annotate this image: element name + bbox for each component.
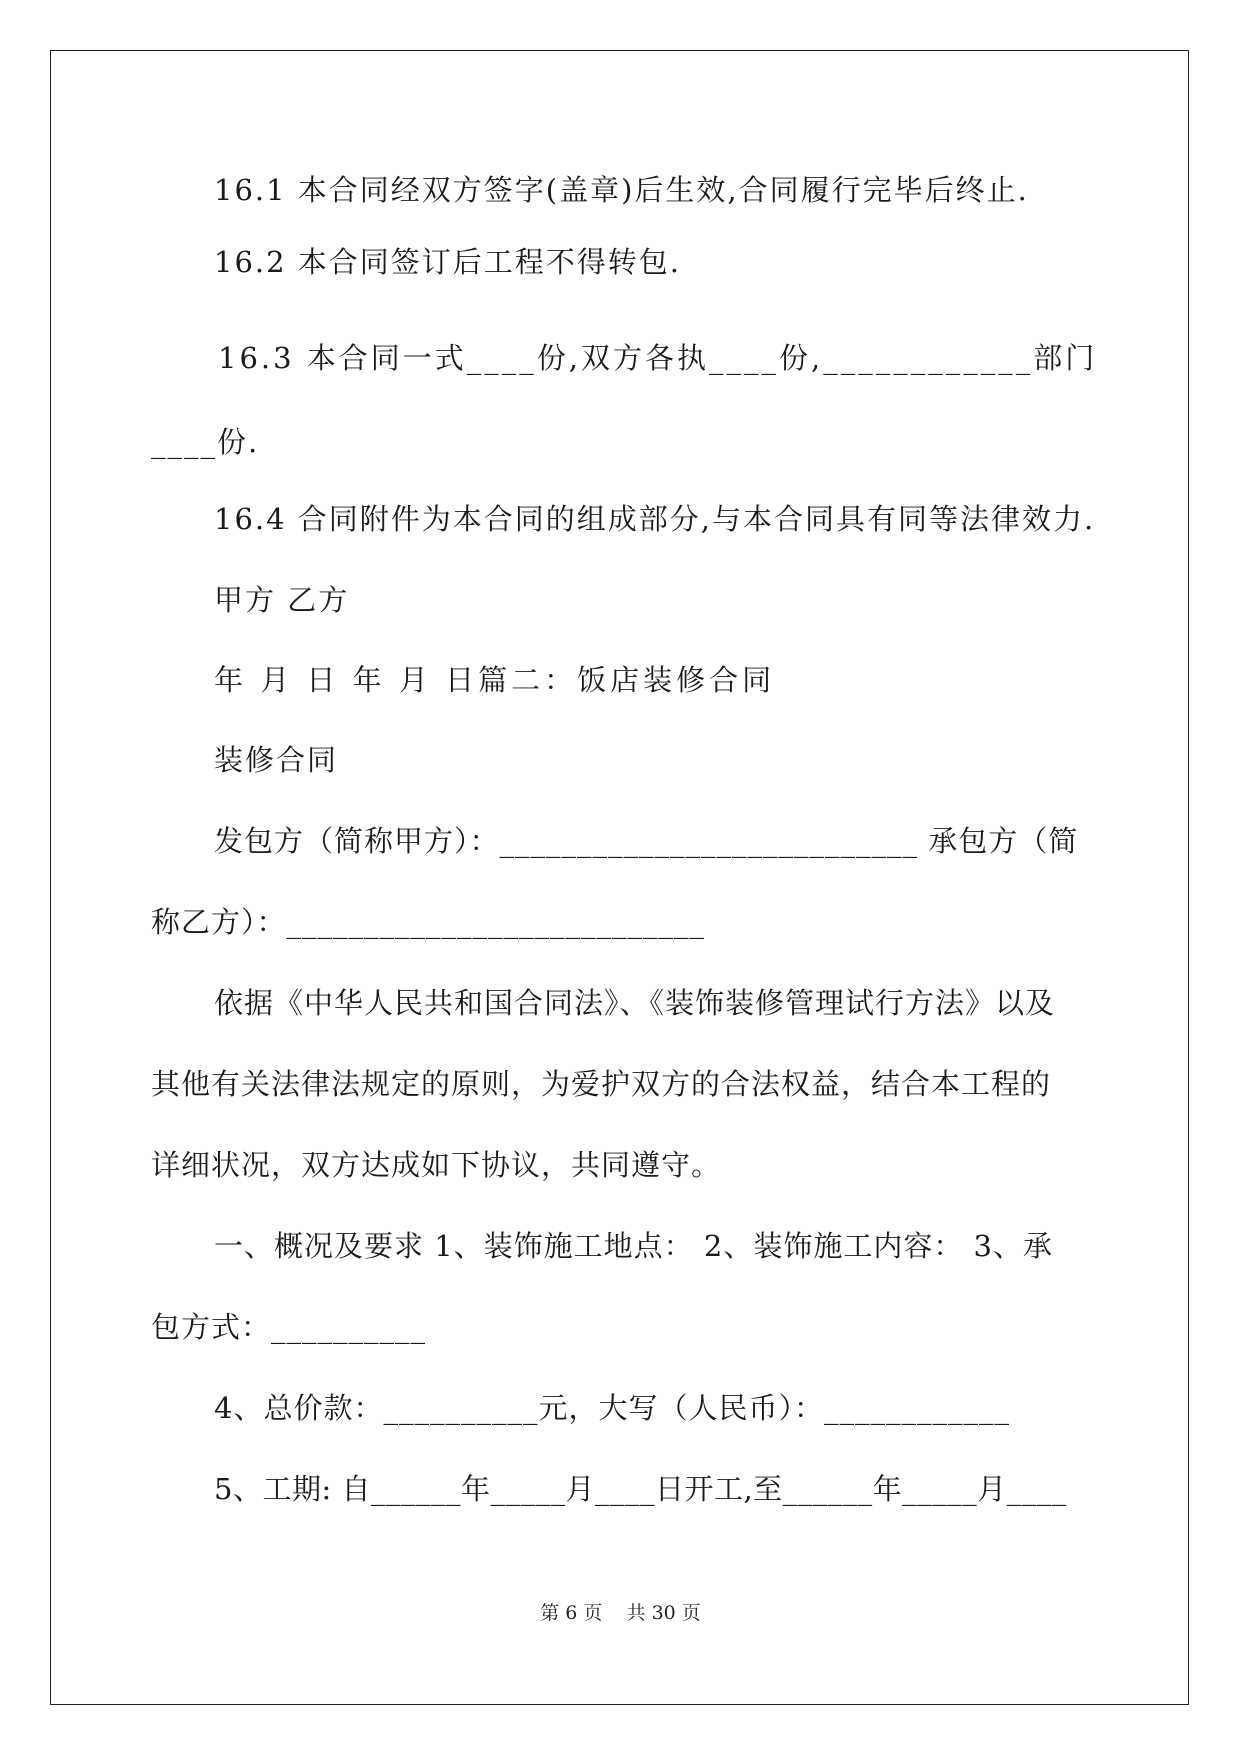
clause-16-2: 16.2 本合同签订后工程不得转包. [214,245,682,279]
section-one-line: 一、概况及要求 1、装饰施工地点： 2、装饰施工内容： 3、承 [214,1229,1054,1263]
preamble-line-3: 详细状况，双方达成如下协议，共同遵守。 [151,1148,722,1182]
parties-line: 发包方（简称甲方）：___________________________ 承包方（简 [214,824,1079,858]
contract-title: 装修合同 [214,743,339,777]
preamble-line-2: 其他有关法律法规定的原则，为爱护双方的合法权益，结合本工程的 [151,1067,1052,1101]
preamble-line-1: 依据《中华人民共和国合同法》、《装饰装修管理试行方法》以及 [214,986,1056,1020]
total-price-line: 4、总价款：__________元，大写（人民币）：____________ [214,1391,1010,1425]
parties-line-continued: 称乙方）：___________________________ [151,905,706,939]
clause-16-4: 16.4 合同附件为本合同的组成部分,与本合同具有同等法律效力. [214,502,1096,536]
clause-16-1: 16.1 本合同经双方签字(盖章)后生效,合同履行完毕后终止. [214,173,1029,207]
party-labels: 甲方 乙方 [214,583,350,617]
work-period-line: 5、工期: 自______年_____月____日开工,至______年_____月____ [214,1472,1067,1506]
page-border [50,50,1189,1705]
clause-16-3: 16.3 本合同一式____份,双方各执____份,____________部门 [218,341,1098,375]
page-number: 第 6 页 共 30 页 [540,1602,701,1624]
section-one-line-continued: 包方式：__________ [151,1310,427,1344]
clause-16-3-continued: ____份. [151,425,260,459]
date-line-and-section-title: 年 月 日 年 月 日篇二：饭店装修合同 [214,663,776,697]
